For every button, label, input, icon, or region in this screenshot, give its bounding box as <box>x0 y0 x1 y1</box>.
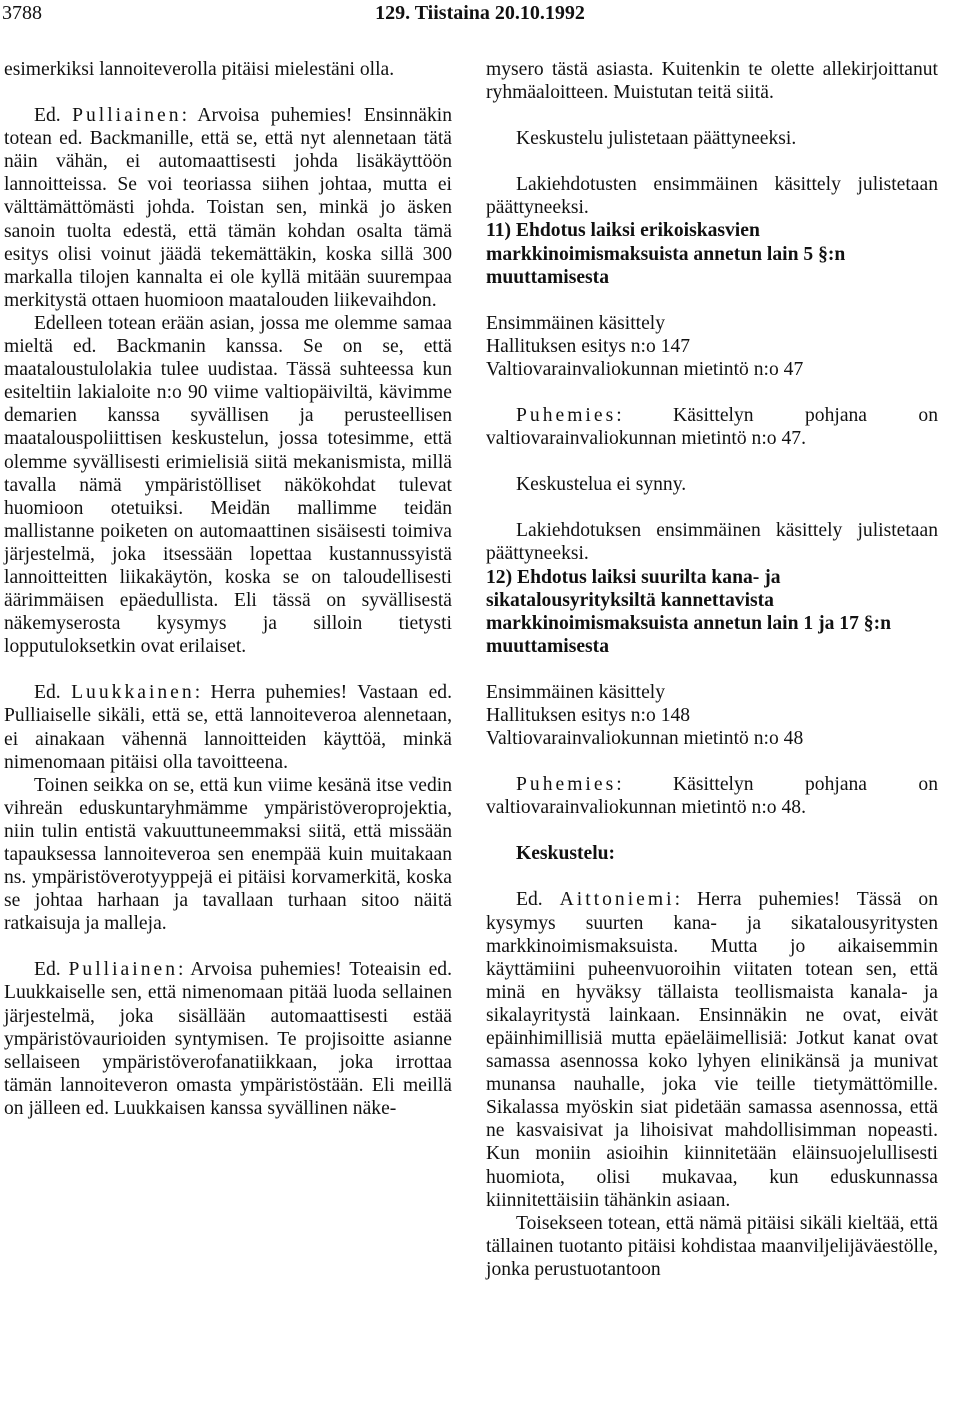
session-title: 129. Tiistaina 20.10.1992 <box>375 2 585 24</box>
agenda-item-details <box>486 681 938 750</box>
speaker-name: Luukkainen <box>71 682 195 704</box>
agenda-item-details <box>486 312 938 381</box>
speech-paragraph <box>4 681 452 773</box>
speech-paragraph <box>486 773 938 819</box>
paragraph: Edelleen totean erään asian, jossa me olemme samaa mieltä ed. Backmanin kanssa. Se on se, että maataloustulolakia tulee uudistaa. Tässä suhteessa kun esiteltiin lakialoite n:o 90 viime valtiopäiviltä, kävimme demarien kanssa syvällisen ja perusteellisen maatalouspoliittisen keskustelun, jossa totesimme, että olemme syvällisesti erimielisiä siitä mekanismista, millä tavalla nämä ympäristölliset näkökohdat tulevat huomioon otetuiksi. Meidän mallimme teidän mallistanne poiketen on automaattinen sisäisesti toimiva järjestelmä, joka itsessään lopettaa kustannussyistä lannoitteitten liikakäytön, koska se on taloudellisesti äärimmäisen epäedullista. Eli tässä on syvällisestä näkemyserosta kysymys ja silloin tietysti lopputuloksetkin ovat erilaiset. <box>4 312 452 658</box>
right-column <box>486 58 938 1281</box>
page-number: 3788 <box>2 2 42 24</box>
speaker-name: Pulliainen <box>72 105 182 127</box>
speech-text: : Käsittelyn pohjana on valtiovarainvaliokunnan mietintö n:o 48. <box>486 774 938 819</box>
speech-paragraph <box>4 958 452 1120</box>
paragraph: Keskustelua ei synny. <box>516 474 687 496</box>
speech-text: : Käsittelyn pohjana on valtiovarainvaliokunnan mietintö n:o 47. <box>486 405 938 450</box>
speech-text: : Herra puhemies! Tässä on kysymys suurten kana- ja sikatalousyritysten markkinoimismaksuista. Mutta jo aikaisemmin käyttämiini puheenvuoroihin viitaten totean sen, että minä en hyväksy tällaista teollismaista kanala- ja sikalayritystä lainkaan. Ensinnäkin ne ovat, eivät epäinhimillisiä mutta epäeläimellisiä: Jotkut kanat ovat samassa asennossa koko lyhyen elinikänsä ja munivat munansa nauhalle, joka vie teille tietymättömille. Sikalassa myöskin siat pidetään samassa asennossa, että ne kasvaisivat ja lihoisivat mahdollisimman nopeasti. Kun moniin asioihin kiinnitetään eläinsuojelullisesti huomiota, olisi mukavaa, kun eduskunnassa kiinnitettäisiin tähänkin asiaan. <box>486 889 938 1211</box>
speech-prefix: Ed. <box>516 889 543 911</box>
speech-paragraph <box>4 104 452 312</box>
discussion-label: Keskustelu: <box>516 843 616 865</box>
speech-prefix: Ed. <box>34 959 61 981</box>
paragraph: Lakiehdotuksen ensimmäinen käsittely julistetaan päättyneeksi. <box>486 520 938 565</box>
speech-text: : Arvoisa puhemies! Ensinnäkin totean ed. Backmanille, että se, että nyt alennetaan tätä näin vähän, ei automaattisesti johda lisäkäyttöön lannoitteissa. Se voi teoriassa siihen johtaa, mutta ei välttämättömästi johda. Toistan sen, minkä jo äsken sanoin tuolta edestä, että tämän kohdan osalta tämä esitys olisi voinut jäädä tekemättäkin, koska sillä 300 markalla tilojen kannalta ei ole kyllä mitään suurempaa merkitystä ottaen huomioon maatalouden liikevaihdon. <box>4 105 452 311</box>
paragraph: esimerkiksi lannoiteverolla pitäisi mielestäni olla. <box>4 59 395 80</box>
speaker-name: Pulliainen <box>68 959 178 981</box>
speech-paragraph <box>486 404 938 450</box>
paragraph: Toisekseen totean, että nämä pitäisi sikäli kieltää, että tällainen tuotanto pitäisi kohdistaa maanviljelijäväestölle, jonka perustuotantoon <box>486 1212 938 1280</box>
speech-prefix: Ed. <box>34 682 61 704</box>
speaker-name: Puhemies <box>516 405 617 427</box>
agenda-line: Valtiovarainvaliokunnan mietintö n:o 47 <box>486 358 804 380</box>
agenda-line: Valtiovarainvaliokunnan mietintö n:o 48 <box>486 728 804 750</box>
speech-text: : Arvoisa puhemies! Toteaisin ed. Luukkaiselle sen, että nimenomaan pitää luoda sellainen järjestelmä, joka sisällään automaattisesti estää ympäristövaurioiden syntymisen. Te projisoitte asianne sellaiseen ympäristöverofanatiikkaan, joka irrottaa tämän lannoiteveron omasta ympäristöstään. Eli meillä on jälleen ed. Luukkaisen kanssa syvällinen näke- <box>4 959 452 1119</box>
speaker-name: Aittoniemi <box>559 889 675 911</box>
agenda-line: Hallituksen esitys n:o 148 <box>486 704 691 726</box>
paragraph: mysero tästä asiasta. Kuitenkin te olette allekirjoittanut ryhmäaloitteen. Muistutan teitä siitä. <box>486 59 938 104</box>
paragraph: Toinen seikka on se, että kun viime kesänä itse vedin vihreän eduskuntaryhmämme ympäristöveroprojektia, niin tulin entistä vakuuttuneemmaksi siitä, että missään tapauksessa lannoiteveroa sen enempää kuin muitakaan ns. ympäristöverotyyppejä ei pitäisi korvamerkitä, koska se johtaa harhaan ja tavallaan turhaan sitoo näitä ratkaisuja ja malleja. <box>4 774 452 935</box>
speech-paragraph <box>486 888 938 1211</box>
paragraph: Lakiehdotusten ensimmäinen käsittely julistetaan päättyneeksi. <box>486 174 938 219</box>
paragraph: Keskustelu julistetaan päättyneeksi. <box>516 128 797 150</box>
speaker-name: Puhemies <box>516 774 617 796</box>
agenda-line: Ensimmäinen käsittely <box>486 681 666 703</box>
left-column <box>4 58 452 1120</box>
page-header <box>0 2 960 28</box>
speech-text: : Herra puhemies! Vastaan ed. Pulliaiselle sikäli, että se, että lannoiteveroa alennetaan, ei ainakaan vähennä lannoitteiden käyttöä, minkä nimenomaan pitäisi olla tavoitteena. <box>4 682 452 773</box>
agenda-item-heading: 11) Ehdotus laiksi erikoiskasvien markkinoimismaksuista annetun lain 5 §:n muuttamisesta <box>486 220 846 288</box>
agenda-line: Ensimmäinen käsittely <box>486 312 666 334</box>
agenda-line: Hallituksen esitys n:o 147 <box>486 335 691 357</box>
speech-prefix: Ed. <box>34 105 61 127</box>
agenda-item-heading: 12) Ehdotus laiksi suurilta kana- ja sikatalousyrityksiltä kannettavista markkinoimismaksuista annetun lain 1 ja 17 §:n muuttamisesta <box>486 566 892 657</box>
